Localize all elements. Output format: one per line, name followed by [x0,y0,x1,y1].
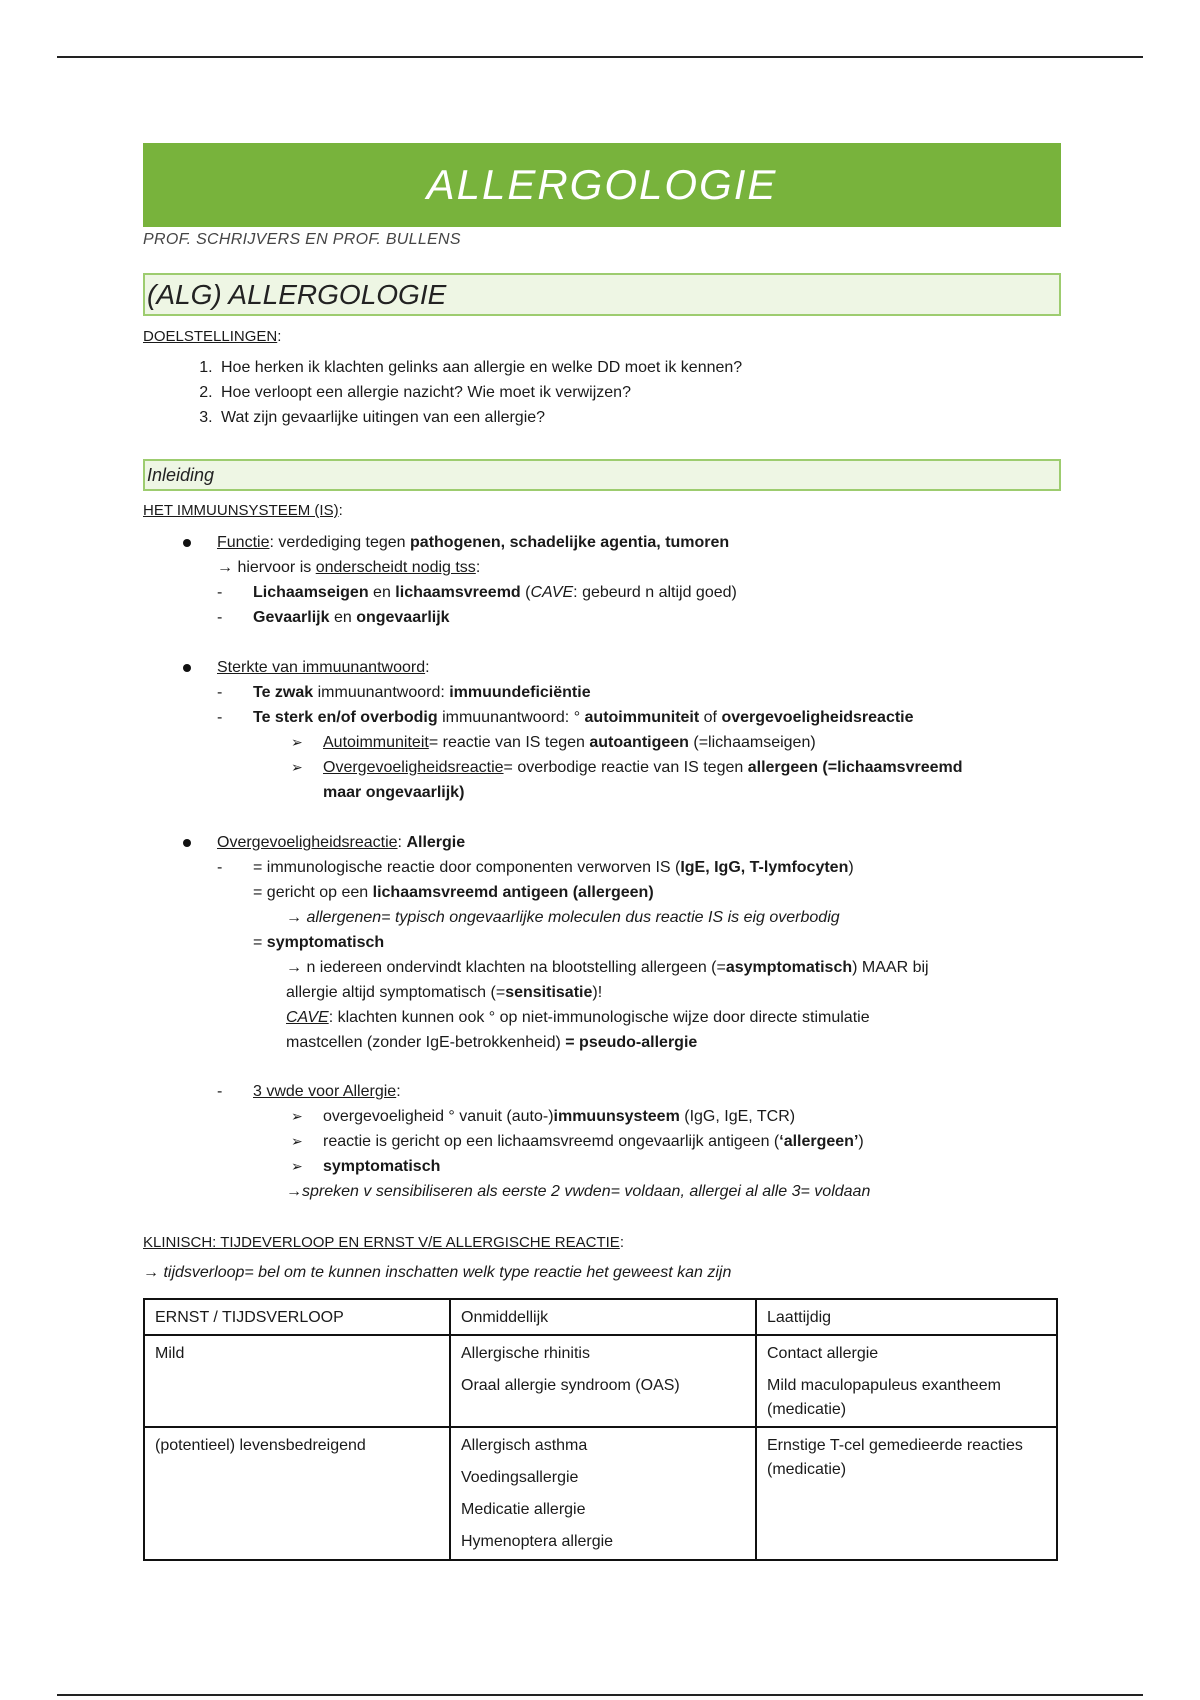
arrowhead-icon: ➢ [291,759,303,775]
table-cell: (potentieel) levensbedreigend [144,1427,450,1560]
bullet-icon [183,539,191,547]
arrow-icon: → [286,1183,302,1200]
document-page [143,143,1061,1285]
list-item: 3. Wat zijn gevaarlijke uitingen van een allergie? [217,405,1061,430]
section-heading [143,273,1061,316]
bullet-icon [183,664,191,672]
top-rule [57,56,1143,58]
overgevoeligheid-block: Overgevoeligheidsreactie: Allergie - = immunologische reactie door componenten verworven IS (IgE, IgG, T-lymfocyten) = gericht op een lichaamsvreemd antigeen (allergeen) → allergenen= typisch ongevaarlijke moleculen dus reactie IS is eig overbodig = symptomatisch → n iedereen ondervindt klachten na blootstelling allergeen (=asymptomatisch) MAAR bij allergie altijd symptomatisch (=sensitisatie)! CAVE: klachten kunnen ook ° op niet-immunologische wijze door directe stimulatie mastcellen (zonder IgE-betrokkenheid) = pseudo-allergie [143,830,1061,1055]
subsection-heading [143,459,1061,491]
table-cell: Ernstige T-cel gemedieerde reacties (medicatie) [756,1427,1057,1560]
arrowhead-icon: ➢ [291,734,303,750]
table-header-cell: ERNST / TIJDSVERLOOP [144,1299,450,1335]
arrow-icon: → [286,909,302,926]
immune-heading: HET IMMUUNSYSTEEM (IS): [143,502,343,519]
title-banner [143,143,1061,227]
allergy-table [143,1298,1058,1561]
table-header-cell: Laattijdig [756,1299,1057,1335]
arrow-icon: → [286,959,302,976]
table-header-cell: Onmiddellijk [450,1299,756,1335]
arrowhead-icon: ➢ [291,1133,303,1149]
table-header-row [144,1299,1057,1335]
functie-block: Functie: verdediging tegen pathogenen, schadelijke agentia, tumoren → hiervoor is onderscheidt nodig tss: - Lichaamseigen en lichaamsvreemd (CAVE: gebeurd n altijd goed) - Gevaarlijk en ongevaarlijk [143,530,1061,630]
bottom-rule [57,1694,1143,1696]
table-cell: Contact allergie Mild maculopapuleus exantheem (medicatie) [756,1335,1057,1427]
page-title: ALLERGOLOGIE [426,161,778,208]
arrow-icon: → [143,1264,159,1281]
table-row [144,1335,1057,1427]
arrow-icon: → [217,559,233,576]
table-row [144,1427,1057,1560]
list-item: 2. Hoe verloopt een allergie nazicht? Wie moet ik verwijzen? [217,380,1061,405]
table-cell: Allergisch asthma Voedingsallergie Medicatie allergie Hymenoptera allergie [450,1427,756,1560]
sterkte-block: Sterkte van immuunantwoord: - Te zwak immuunantwoord: immuundeficiëntie - Te sterk en/of overbodig immuunantwoord: ° autoimmuniteit of overgevoeligheidsreactie ➢ Autoimmuniteit= reactie van IS tegen autoantigeen (=lichaamseigen) ➢ Overgevoeligheidsreactie= overbodige reactie van IS tegen allergeen (=lichaamsvreemd maar ongevaarlijk) [143,655,1061,805]
klinisch-note: → tijdsverloop= bel om te kunnen inschatten welk type reactie het geweest kan zijn [143,1264,732,1281]
subsection-title: Inleiding [147,464,215,485]
klinisch-heading: KLINISCH: TIJDEVERLOOP EN ERNST V/E ALLERGISCHE REACTIE: [143,1234,624,1251]
authors: PROF. SCHRIJVERS EN PROF. BULLENS [143,231,461,248]
goals-heading: DOELSTELLINGEN: [143,328,282,345]
goals-list [143,355,1061,430]
bullet-icon [183,839,191,847]
table-cell: Mild [144,1335,450,1427]
arrowhead-icon: ➢ [291,1108,303,1124]
table-cell: Allergische rhinitis Oraal allergie syndroom (OAS) [450,1335,756,1427]
vwde-block: - 3 vwde voor Allergie: ➢ overgevoeligheid ° vanuit (auto-)immuunsysteem (IgG, IgE, TCR) ➢ reactie is gericht op een lichaamsvreemd ongevaarlijk antigeen (‘allergeen’) ➢ symptomatisch →spreken v sensibiliseren als eerste 2 vwden= voldaan, allergei al alle 3= voldaan [217,1083,871,1200]
section-title: (ALG) ALLERGOLOGIE [147,278,447,310]
arrowhead-icon: ➢ [291,1158,303,1174]
list-item: 1. Hoe herken ik klachten gelinks aan allergie en welke DD moet ik kennen? [217,355,1061,380]
